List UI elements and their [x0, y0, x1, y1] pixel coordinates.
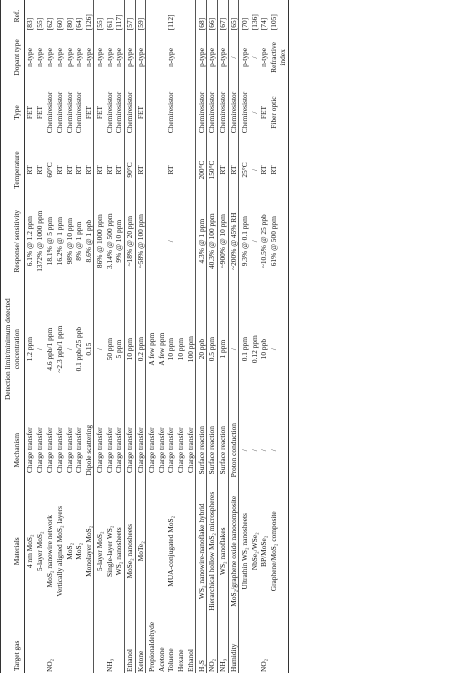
cell-detection-limit: /: [35, 348, 45, 351]
cell-temperature: RT: [135, 142, 146, 197]
cell-type: FET: [135, 83, 146, 143]
table-row: [74, 0, 84, 673]
cell-mechanism: Charge transfer: [35, 427, 45, 474]
cell-temperature: 200°C: [196, 142, 207, 197]
cell-response: ~58% @ 100 ppm: [135, 198, 146, 285]
cell-detection-limit: 0.1 ppm: [239, 285, 249, 414]
cell-target-gas: NO₂: [207, 616, 218, 673]
cell-mechanism: Surface reaction: [217, 413, 228, 487]
cell-ref: [112]: [166, 14, 176, 31]
cell-response: 4.3% @ 1 ppm: [196, 198, 207, 285]
table-row: [196, 0, 207, 673]
cell-temperature: RT: [114, 165, 124, 175]
cell-type: [186, 83, 196, 143]
cell-ref: [156, 0, 166, 32]
table-row: [207, 0, 218, 673]
cell-dopant-type: /: [228, 32, 239, 83]
cell-response: ~200% @ 45% RH: [228, 198, 239, 285]
cell-materials: MoTe₂: [135, 487, 146, 616]
cell-target-gas: Hexane: [176, 649, 186, 672]
cell-dopant-type: p-type: [196, 32, 207, 83]
cell-dopant-type: p-type: [124, 32, 135, 83]
cell-mechanism: Charge transfer: [25, 427, 35, 474]
cell-response: ~900% @ 10 ppm: [217, 198, 228, 285]
cell-dopant-type: n-type: [259, 48, 269, 67]
table-row: [239, 0, 249, 673]
cell-response: /: [249, 240, 259, 243]
cell-dopant-type: n-type: [25, 48, 35, 67]
cell-temperature: RT: [166, 165, 176, 175]
cell-target-gas: NH₃: [104, 658, 114, 672]
cell-target-gas: NO₂: [259, 658, 269, 672]
cell-dopant-type: /: [249, 56, 259, 59]
cell-dopant-type: Refractive index: [269, 32, 288, 83]
cell-detection-limit: ~2.3 ppb/1 ppm: [54, 325, 64, 373]
cell-response: 18.1% @ 5 ppm: [44, 217, 54, 266]
cell-mechanism: Surface reaction: [196, 413, 207, 487]
cell-temperature: 90°C: [124, 142, 135, 197]
cell-mechanism: Charge transfer: [166, 427, 176, 474]
cell-ref: [74]: [259, 17, 269, 31]
cell-type: Fiber optic: [269, 83, 288, 143]
cell-detection-limit: 20 ppb: [196, 285, 207, 414]
table-row: [249, 0, 259, 673]
cell-target-gas: [25, 616, 35, 673]
cell-response: 86% @ 1000 ppm: [94, 198, 104, 285]
cell-response: 9.3% @ 0.1 ppm: [239, 198, 249, 285]
cell-detection-limit: 10 ppm: [166, 337, 176, 361]
cell-response: [146, 198, 156, 285]
cell-ref: [66]: [207, 0, 218, 32]
cell-materials: [176, 487, 186, 616]
cell-response: [176, 198, 186, 285]
cell-materials: MoS₂ nanowire network: [44, 515, 54, 588]
cell-ref: [83]: [25, 17, 35, 31]
cell-ref: [68]: [196, 0, 207, 32]
cell-ref: [57]: [124, 0, 135, 32]
cell-type: Chemiresistor: [228, 83, 239, 143]
cell-mechanism: Charge transfer: [54, 427, 64, 474]
header-row: [1, 0, 25, 673]
cell-dopant-type: n-type: [74, 48, 84, 67]
table-row: [25, 0, 35, 673]
cell-target-gas: [94, 616, 104, 673]
cell-dopant-type: [176, 32, 186, 83]
cell-materials: Graphene/MoS₂ composite: [269, 487, 288, 616]
cell-type: [156, 83, 166, 143]
table-row: [114, 0, 124, 673]
cell-type: Chemiresistor: [207, 83, 218, 143]
header-detection-limit: Detection limit/minimum detected concentration: [1, 285, 25, 414]
cell-materials: [186, 487, 196, 616]
cell-detection-limit: /: [94, 285, 104, 414]
cell-materials: [146, 487, 156, 616]
cell-temperature: [146, 142, 156, 197]
table-row: [146, 0, 156, 673]
cell-type: Chemiresistor: [114, 91, 124, 134]
cell-response: 98% @ 10 ppm: [64, 217, 74, 265]
cell-ref: [146, 0, 156, 32]
cell-temperature: RT: [94, 142, 104, 197]
cell-response: 61% @ 500 ppm: [269, 198, 288, 285]
cell-type: Chemiresistor: [54, 91, 64, 134]
cell-target-gas: H₂S: [196, 616, 207, 673]
cell-target-gas: [64, 616, 74, 673]
cell-mechanism: Charge transfer: [135, 413, 146, 487]
cell-dopant-type: p-type: [135, 32, 146, 83]
cell-response: [156, 198, 166, 285]
table-row: [186, 0, 196, 673]
cell-detection-limit: 0.1 ppb/25 ppb: [74, 326, 84, 372]
cell-materials: WS₂ nanowire-nanoflake hybrid: [196, 487, 207, 616]
cell-type: Chemiresistor: [44, 91, 54, 134]
cell-detection-limit: /: [228, 285, 239, 414]
cell-type: Chemiresistor: [64, 91, 74, 134]
cell-ref: [55]: [94, 0, 104, 32]
cell-temperature: RT: [259, 165, 269, 175]
cell-response: 8.6% @ 1 ppb: [84, 219, 94, 263]
cell-materials: 5-layer MoS₂: [94, 487, 104, 616]
cell-materials: Hierarchical hollow MoS₂ microspheres: [207, 487, 218, 616]
cell-dopant-type: p-type: [217, 32, 228, 83]
cell-dopant-type: n-type: [94, 32, 104, 83]
cell-materials: 5-layer MoS₂: [35, 531, 45, 572]
cell-type: Chemiresistor: [104, 91, 114, 134]
cell-temperature: 150°C: [207, 142, 218, 197]
cell-materials: WS₂ nanosheets: [114, 527, 124, 576]
cell-detection-limit: 4.6 ppb/1 ppm: [44, 327, 54, 371]
table-row: [259, 0, 269, 673]
cell-mechanism: Charge transfer: [146, 413, 156, 487]
cell-target-gas: Propionaldehyde: [146, 616, 156, 673]
table-header: [1, 0, 25, 673]
cell-detection-limit: 10 ppb: [259, 338, 269, 360]
cell-mechanism: Charge transfer: [44, 427, 54, 474]
cell-temperature: [156, 142, 166, 197]
cell-target-gas: Ketone: [135, 616, 146, 673]
cell-materials: MoS₂: [74, 542, 84, 560]
cell-target-gas: [54, 616, 64, 673]
cell-materials: WS₂ nanoflakes: [217, 487, 228, 616]
cell-mechanism: /: [249, 449, 259, 452]
cell-materials: MoS₂/graphene oxide nanocomposite: [228, 487, 239, 616]
cell-dopant-type: p-type: [64, 48, 74, 67]
cell-type: Chemiresistor: [196, 83, 207, 143]
table-row: [176, 0, 186, 673]
cell-target-gas: Acetone: [156, 647, 166, 672]
cell-detection-limit: 10 ppm: [124, 285, 135, 414]
cell-target-gas: NO₂: [44, 658, 54, 672]
cell-mechanism: Charge transfer: [114, 427, 124, 474]
cell-type: Chemiresistor: [217, 83, 228, 143]
cell-target-gas: [35, 616, 45, 673]
cell-dopant-type: n-type: [84, 48, 94, 67]
cell-dopant-type: [146, 32, 156, 83]
cell-type: [176, 83, 186, 143]
table-row: [269, 0, 288, 673]
table-body: [25, 0, 289, 673]
cell-dopant-type: n-type: [166, 48, 176, 67]
header-target-gas: Target gas: [1, 616, 25, 673]
cell-response: 1372% @ 1000 ppm: [35, 210, 45, 272]
cell-dopant-type: n-type: [104, 48, 114, 67]
cell-response: /: [166, 240, 176, 243]
cell-mechanism: Proton conduction: [228, 413, 239, 487]
cell-mechanism: Charge transfer: [176, 427, 186, 474]
cell-type: Chemiresistor: [166, 91, 176, 134]
cell-materials: MoS₂: [64, 542, 74, 560]
cell-detection-limit: 1 ppm: [217, 285, 228, 414]
cell-ref: [117]: [114, 14, 124, 31]
cell-target-gas: Toluene: [166, 648, 176, 672]
cell-type: /: [249, 111, 259, 114]
table-row: [104, 0, 114, 673]
cell-detection-limit: 5 ppm: [114, 339, 124, 359]
cell-temperature: RT: [104, 165, 114, 175]
cell-response: 40.3% @ 100 ppm: [207, 198, 218, 285]
cell-mechanism: /: [239, 413, 249, 487]
cell-ref: [59]: [135, 0, 146, 32]
cell-temperature: 60°C: [44, 162, 54, 178]
cell-materials: 4 nm MoS₂: [25, 534, 35, 569]
cell-temperature: RT: [228, 142, 239, 197]
cell-response: 9% @ 10 ppm: [114, 219, 124, 263]
cell-dopant-type: n-type: [54, 48, 64, 67]
cell-response: [186, 198, 196, 285]
cell-temperature: RT: [84, 165, 94, 175]
cell-target-gas: [249, 616, 259, 673]
cell-temperature: 25°C: [239, 142, 249, 197]
cell-ref: [105]: [269, 0, 288, 32]
cell-target-gas: Humidity: [228, 616, 239, 673]
cell-target-gas: Ethanol: [185, 649, 195, 672]
table-row: [94, 0, 104, 673]
table-row: [135, 0, 146, 673]
table-row: [156, 0, 166, 673]
cell-target-gas: [74, 616, 84, 673]
cell-dopant-type: [156, 32, 166, 83]
cell-dopant-type: n-type: [44, 48, 54, 67]
cell-detection-limit: 0.5 ppm: [207, 285, 218, 414]
table-row: [64, 0, 74, 673]
cell-mechanism: Charge transfer: [64, 427, 74, 474]
cell-detection-limit: 1.2 ppm: [25, 337, 35, 362]
cell-type: FET: [35, 106, 45, 120]
cell-type: Chemiresistor: [239, 83, 249, 143]
cell-materials: MUA-conjugated MoS₂: [166, 515, 176, 587]
cell-ref: [80]: [64, 17, 74, 31]
cell-target-gas: [269, 616, 288, 673]
cell-ref: [136]: [249, 14, 259, 31]
cell-response: ~10.5% @ 25 ppb: [259, 214, 269, 269]
cell-type: FET: [25, 106, 35, 120]
cell-dopant-type: p-type: [239, 32, 249, 83]
cell-dopant-type: n-type: [114, 48, 124, 67]
cell-ref: [62]: [44, 17, 54, 31]
cell-temperature: /: [249, 168, 259, 172]
header-type: Type: [1, 83, 25, 143]
cell-type: Chemiresistor: [124, 83, 135, 143]
cell-dopant-type: [186, 32, 196, 83]
cell-materials: Vertically aligned MoS₂ layers: [54, 505, 64, 597]
table-row: [84, 0, 94, 673]
cell-temperature: RT: [64, 165, 74, 175]
cell-response: 8% @ 1 ppm: [74, 221, 84, 261]
table-row: [45, 0, 55, 673]
cell-temperature: RT: [217, 142, 228, 197]
table-row: [35, 0, 45, 673]
table-row: [124, 0, 135, 673]
table-row: [166, 0, 176, 673]
cell-target-gas: [239, 616, 249, 673]
cell-target-gas: [84, 616, 94, 673]
cell-ref: [186, 0, 196, 32]
cell-ref: [64]: [74, 17, 84, 31]
cell-detection-limit: 0.15: [84, 342, 94, 356]
table-row: [217, 0, 228, 673]
cell-ref: [60]: [54, 17, 64, 31]
cell-response: 16.2% @ 1 ppm: [54, 217, 64, 266]
cell-mechanism: Surface reaction: [207, 413, 218, 487]
cell-temperature: RT: [25, 165, 35, 175]
header-temperature: Temperature: [1, 142, 25, 197]
cell-target-gas: [114, 616, 124, 673]
cell-ref: [67]: [217, 0, 228, 32]
cell-type: FET: [259, 106, 269, 120]
cell-temperature: RT: [74, 165, 84, 175]
cell-detection-limit: 100 ppm: [185, 336, 195, 363]
cell-target-gas: Ethanol: [124, 616, 135, 673]
cell-mechanism: Dipole scattering: [84, 424, 94, 476]
cell-ref: [176, 0, 186, 32]
cell-type: Chemiresistor: [74, 91, 84, 134]
cell-detection-limit: 0.12 ppm: [249, 335, 259, 364]
cell-type: FET: [84, 106, 94, 120]
cell-type: FET: [94, 83, 104, 143]
cell-temperature: RT: [54, 165, 64, 175]
cell-mechanism: Charge transfer: [104, 427, 114, 474]
cell-dopant-type: n-type: [35, 48, 45, 67]
table-row: [228, 0, 239, 673]
cell-detection-limit: 0.2 ppm: [135, 285, 146, 414]
cell-type: [146, 83, 156, 143]
header-dopant-type: Dopant type: [1, 32, 25, 83]
cell-ref: [65]: [228, 0, 239, 32]
cell-materials: Monolayer MoS₂: [84, 525, 94, 577]
header-ref: Ref.: [1, 0, 25, 32]
cell-detection-limit: A few ppm: [146, 285, 156, 414]
cell-mechanism: Charge transfer: [156, 427, 166, 474]
cell-detection-limit: /: [64, 348, 74, 351]
cell-materials: NbSe₂/WSe₂: [249, 532, 259, 571]
cell-detection-limit: 50 ppm: [104, 337, 114, 361]
cell-ref: [55]: [35, 17, 45, 31]
table-row: [54, 0, 64, 673]
cell-mechanism: Charge transfer: [74, 427, 84, 474]
header-materials: Materials: [1, 487, 25, 616]
cell-materials: Ultrathin WS₂ nanosheets: [239, 487, 249, 616]
cell-ref: [61]: [104, 17, 114, 31]
cell-temperature: [176, 142, 186, 197]
cell-materials: Single-layer WS₂: [104, 525, 114, 578]
header-response: Response/ sensitivity: [1, 198, 25, 285]
cell-ref: [70]: [239, 0, 249, 32]
cell-response: 3.14% @ 500 ppm: [104, 213, 114, 270]
cell-mechanism: Charge transfer: [185, 427, 195, 474]
cell-temperature: [186, 142, 196, 197]
cell-response: 6.1% @ 1.2 ppm: [25, 216, 35, 267]
cell-target-gas: NH₃: [217, 616, 228, 673]
cell-materials: [156, 487, 166, 616]
cell-temperature: RT: [35, 165, 45, 175]
cell-temperature: RT: [269, 142, 288, 197]
cell-materials: BP/MoSe₂: [259, 535, 269, 567]
cell-detection-limit: A few ppm: [156, 332, 166, 366]
cell-mechanism: Charge transfer: [124, 413, 135, 487]
cell-response: ~18% @ 20 ppm: [124, 198, 135, 285]
cell-detection-limit: 10 ppm: [176, 337, 186, 361]
cell-ref: [126]: [84, 14, 94, 31]
cell-dopant-type: p-type: [207, 32, 218, 83]
cell-mechanism: /: [259, 449, 269, 452]
cell-materials: MoSe₂ nanosheets: [124, 487, 135, 616]
header-mechanism: Mechanism: [1, 413, 25, 487]
cell-detection-limit: /: [269, 285, 288, 414]
cell-mechanism: /: [269, 413, 288, 487]
cell-mechanism: Charge transfer: [94, 413, 104, 487]
